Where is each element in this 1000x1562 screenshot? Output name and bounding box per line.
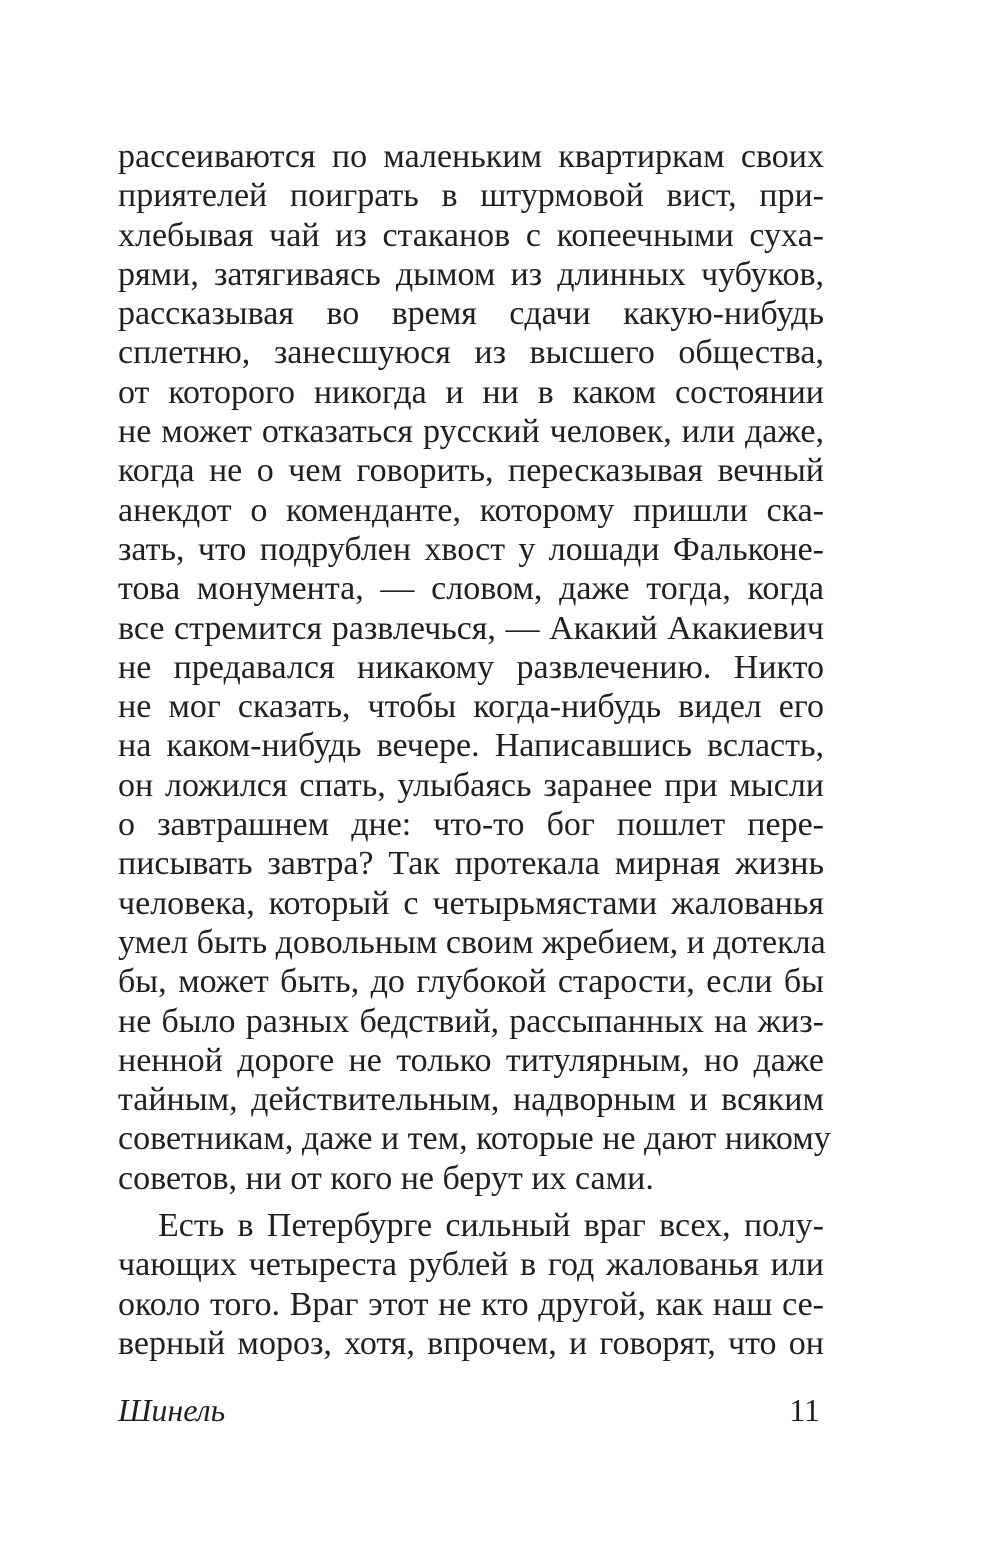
text-line: не предавался никакому развлечению. Никто bbox=[118, 648, 824, 686]
paragraph-2 bbox=[118, 1206, 824, 1363]
running-title: Шинель bbox=[118, 1392, 226, 1428]
text-line: анекдот о коменданте, которому пришли ска- bbox=[118, 491, 824, 529]
text-line: от которого никогда и ни в каком состоянии bbox=[118, 373, 824, 411]
text-line: Есть в Петербурге сильный враг всех, полу- bbox=[158, 1207, 824, 1245]
text-line: на каком-нибудь вечере. Написавшись всласть, bbox=[118, 727, 824, 765]
text-line: верный мороз, хотя, впрочем, и говорят, что он bbox=[118, 1324, 824, 1362]
text-line: о завтрашнем дне: что-то бог пошлет пере- bbox=[118, 806, 824, 844]
text-line: не было разных бедствий, рассыпанных на жиз- bbox=[118, 1002, 824, 1040]
text-line: не может отказаться русский человек, или даже, bbox=[118, 413, 824, 451]
text-line: все стремится развлечься, — Акакий Акакиевич bbox=[118, 609, 824, 647]
page-body bbox=[118, 137, 831, 1363]
text-line: ненной дороге не только титулярным, но даже bbox=[118, 1041, 824, 1079]
text-line: това монумента, — словом, даже тогда, когда bbox=[118, 570, 824, 608]
text-line: рассказывая во время сдачи какую-нибудь bbox=[118, 295, 824, 333]
text-line: умел быть довольным своим жребием, и дотекла bbox=[118, 923, 826, 961]
page-number: 11 bbox=[789, 1392, 820, 1428]
text-line: советов, ни от кого не берут их сами. bbox=[118, 1159, 654, 1197]
text-line: рями, затягиваясь дымом из длинных чубуков, bbox=[118, 255, 824, 293]
text-line: зать, что подрублен хвост у лошади Фальконе- bbox=[118, 530, 824, 568]
paragraph-1 bbox=[118, 137, 831, 1198]
text-line: около того. Враг этот не кто другой, как наш се- bbox=[118, 1285, 824, 1323]
text-line: не мог сказать, чтобы когда-нибудь видел его bbox=[118, 688, 824, 726]
text-line: советникам, даже и тем, которые не дают никому bbox=[118, 1120, 831, 1158]
text-line: он ложился спать, улыбаясь заранее при мысли bbox=[118, 766, 824, 804]
text-line: приятелей поиграть в штурмовой вист, при- bbox=[118, 177, 824, 215]
text-line: чающих четыреста рублей в год жалованья или bbox=[118, 1246, 824, 1284]
page-footer bbox=[118, 1390, 824, 1430]
text-line: рассеиваются по маленьким квартиркам своих bbox=[118, 138, 824, 175]
text-line: человека, который с четырьмястами жалованья bbox=[118, 884, 824, 922]
text-line: тайным, действительным, надворным и всяким bbox=[118, 1081, 824, 1119]
text-line: когда не о чем говорить, пересказывая вечный bbox=[118, 452, 824, 490]
text-line: сплетню, занесшуюся из высшего общества, bbox=[118, 334, 824, 372]
text-line: хлебывая чай из стаканов с копеечными суха- bbox=[118, 216, 824, 254]
text-line: бы, может быть, до глубокой старости, если бы bbox=[118, 963, 824, 1001]
text-line: писывать завтра? Так протекала мирная жизнь bbox=[118, 845, 824, 883]
